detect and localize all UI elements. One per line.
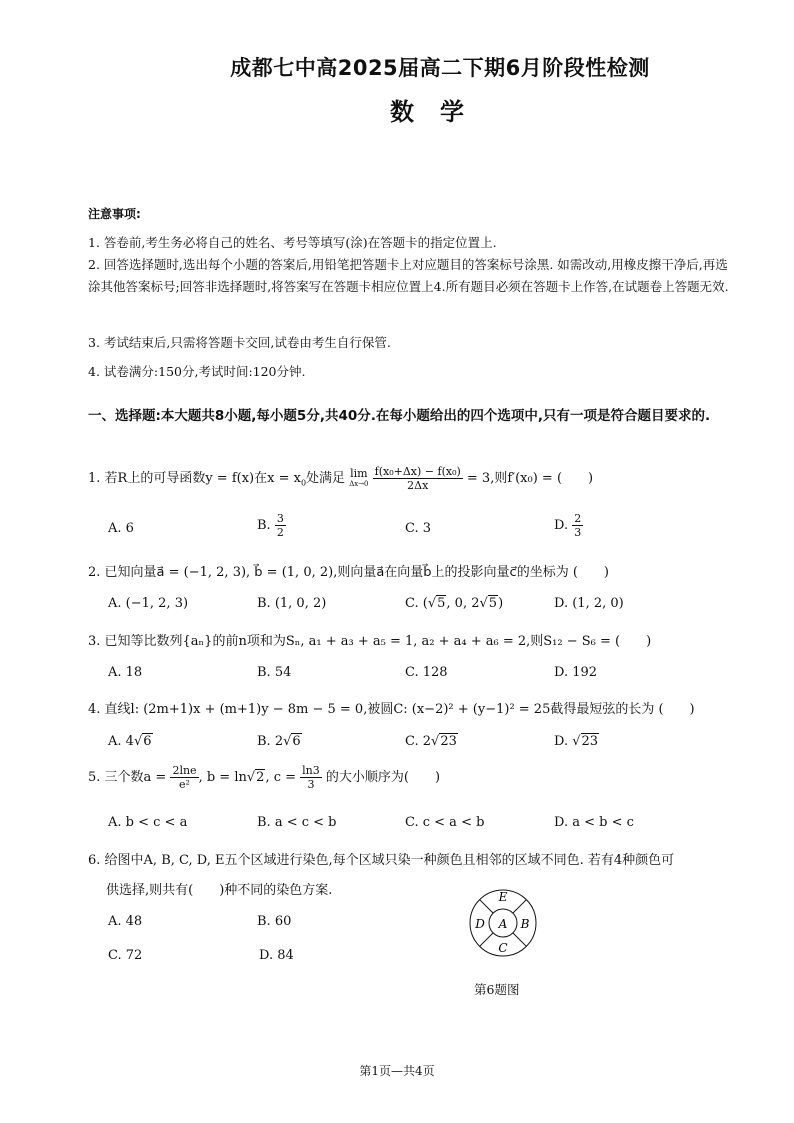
q3-option-a: A. 18 <box>108 665 143 680</box>
q4-option-d: D. √23 <box>554 734 599 749</box>
region-e-label: E <box>498 890 508 904</box>
q6-option-d: D. 84 <box>259 948 294 963</box>
question-2: 2. 已知向量a⃗ = (−1, 2, 3), b⃗ = (1, 0, 2),则向量a⃗在向量b⃗上的投影向量c⃗的坐标为 ( ) <box>88 565 609 580</box>
q1-option-b: B. $\frac{3}{2}$ <box>257 512 284 539</box>
q6-option-c: C. 72 <box>108 948 143 963</box>
q6-option-a: A. 48 <box>108 914 143 929</box>
page-footer: 第1页—共4页 <box>359 1064 435 1078</box>
q5-option-a: A. b < c < a <box>108 815 188 830</box>
q1-option-a: A. 6 <box>108 521 134 536</box>
q1-option-c: C. 3 <box>405 521 432 536</box>
q5-option-b: B. a < c < b <box>257 815 337 830</box>
notice-item-4: 4. 试卷满分:150分,考试时间:120分钟. <box>88 364 306 379</box>
question-4: 4. 直线l: (2m+1)x + (m+1)y − 8m − 5 = 0,被圆C: (x−2)² + (y−1)² = 25截得最短弦的长为 ( ) <box>88 702 695 717</box>
q6-option-b: B. 60 <box>257 914 292 929</box>
question-1: 1. 若R上的可导函数y = f(x)在$x = x_0$处满足 lim Δx→0 $\frac{\text{f(x₀+Δx) − f(x₀)}}{2\Delta x}$ = 3,则f′(x₀) = ( ) <box>88 465 594 492</box>
section-heading: 一、选择题:本大题共8小题,每小题5分,共40分.在每小题给出的四个选项中,只有一项是符合题目要求的. <box>88 408 711 424</box>
question-3: 3. 已知等比数列{aₙ}的前n项和为Sₙ, a₁ + a₃ + a₅ = 1, a₂ + a₄ + a₆ = 2,则S₁₂ − S₆ = ( ) <box>88 634 652 649</box>
divider-3 <box>513 933 526 946</box>
notice-item-3: 3. 考试结束后,只需将答题卡交回,试卷由考生自行保管. <box>88 335 391 350</box>
subject-title: 数学 <box>390 98 490 126</box>
q5-option-d: D. a < b < c <box>554 815 634 830</box>
q2-option-a: A. (−1, 2, 3) <box>108 596 189 611</box>
question-6-line-2: 供选择,则共有( )种不同的染色方案. <box>106 883 333 898</box>
q2-option-c: C. (√5, 0, 2√5) <box>405 596 504 611</box>
limit-expr: lim Δx→0 <box>349 466 369 488</box>
q3-option-c: C. 128 <box>405 665 448 680</box>
question-6-line-1: 6. 给图中A, B, C, D, E五个区域进行染色,每个区域只染一种颜色且相邻的区域不同色. 若有4种颜色可 <box>88 853 675 868</box>
q4-option-a: A. 4√6 <box>108 734 152 749</box>
notice-heading: 注意事项: <box>88 207 141 221</box>
notice-item-1: 1. 答卷前,考生务必将自己的姓名、考号等填写(涂)在答题卡的指定位置上. <box>88 235 497 250</box>
q4-option-c: C. 2√23 <box>405 734 457 749</box>
q3-option-b: B. 54 <box>257 665 292 680</box>
divider-1 <box>480 900 493 913</box>
question-5: 5. 三个数a = $\frac{2\ln e}{\text{e²}}$ , b = ln√2, c = $\frac{\ln 3}{3}$ 的大小顺序为( ) <box>88 764 441 791</box>
region-b-label: B <box>520 917 530 931</box>
q5-option-c: C. c < a < b <box>405 815 485 830</box>
notice-item-2: 2. 回答选择题时,选出每个小题的答案后,用铅笔把答题卡上对应题目的答案标号涂黑. 如需改动,用橡皮擦干净后,再选涂其他答案标号;回答非选择题时,将答案写在答题卡相应位置上4.所有题目必须在答题卡上作答,在试题卷上答题无效. <box>88 257 729 294</box>
coloring-figure <box>465 885 541 961</box>
region-c-label: C <box>498 941 508 955</box>
region-a-label: A <box>498 917 508 931</box>
figure-caption: 第6题图 <box>474 982 520 997</box>
divider-4 <box>480 933 493 946</box>
q2-option-b: B. (1, 0, 2) <box>257 596 327 611</box>
divider-2 <box>513 900 526 913</box>
page-title: 成都七中高2025届高二下期6月阶段性检测 <box>230 56 650 80</box>
region-d-label: D <box>475 917 485 931</box>
q3-option-d: D. 192 <box>554 665 598 680</box>
q1-option-d: D. $\frac{2}{3}$ <box>554 512 582 539</box>
q4-option-b: B. 2√6 <box>257 734 301 749</box>
q2-option-d: D. (1, 2, 0) <box>554 596 624 611</box>
q1-fraction: $\frac{\text{f(x₀+Δx) − f(x₀)}}{2\Delta x}$ <box>374 465 461 492</box>
